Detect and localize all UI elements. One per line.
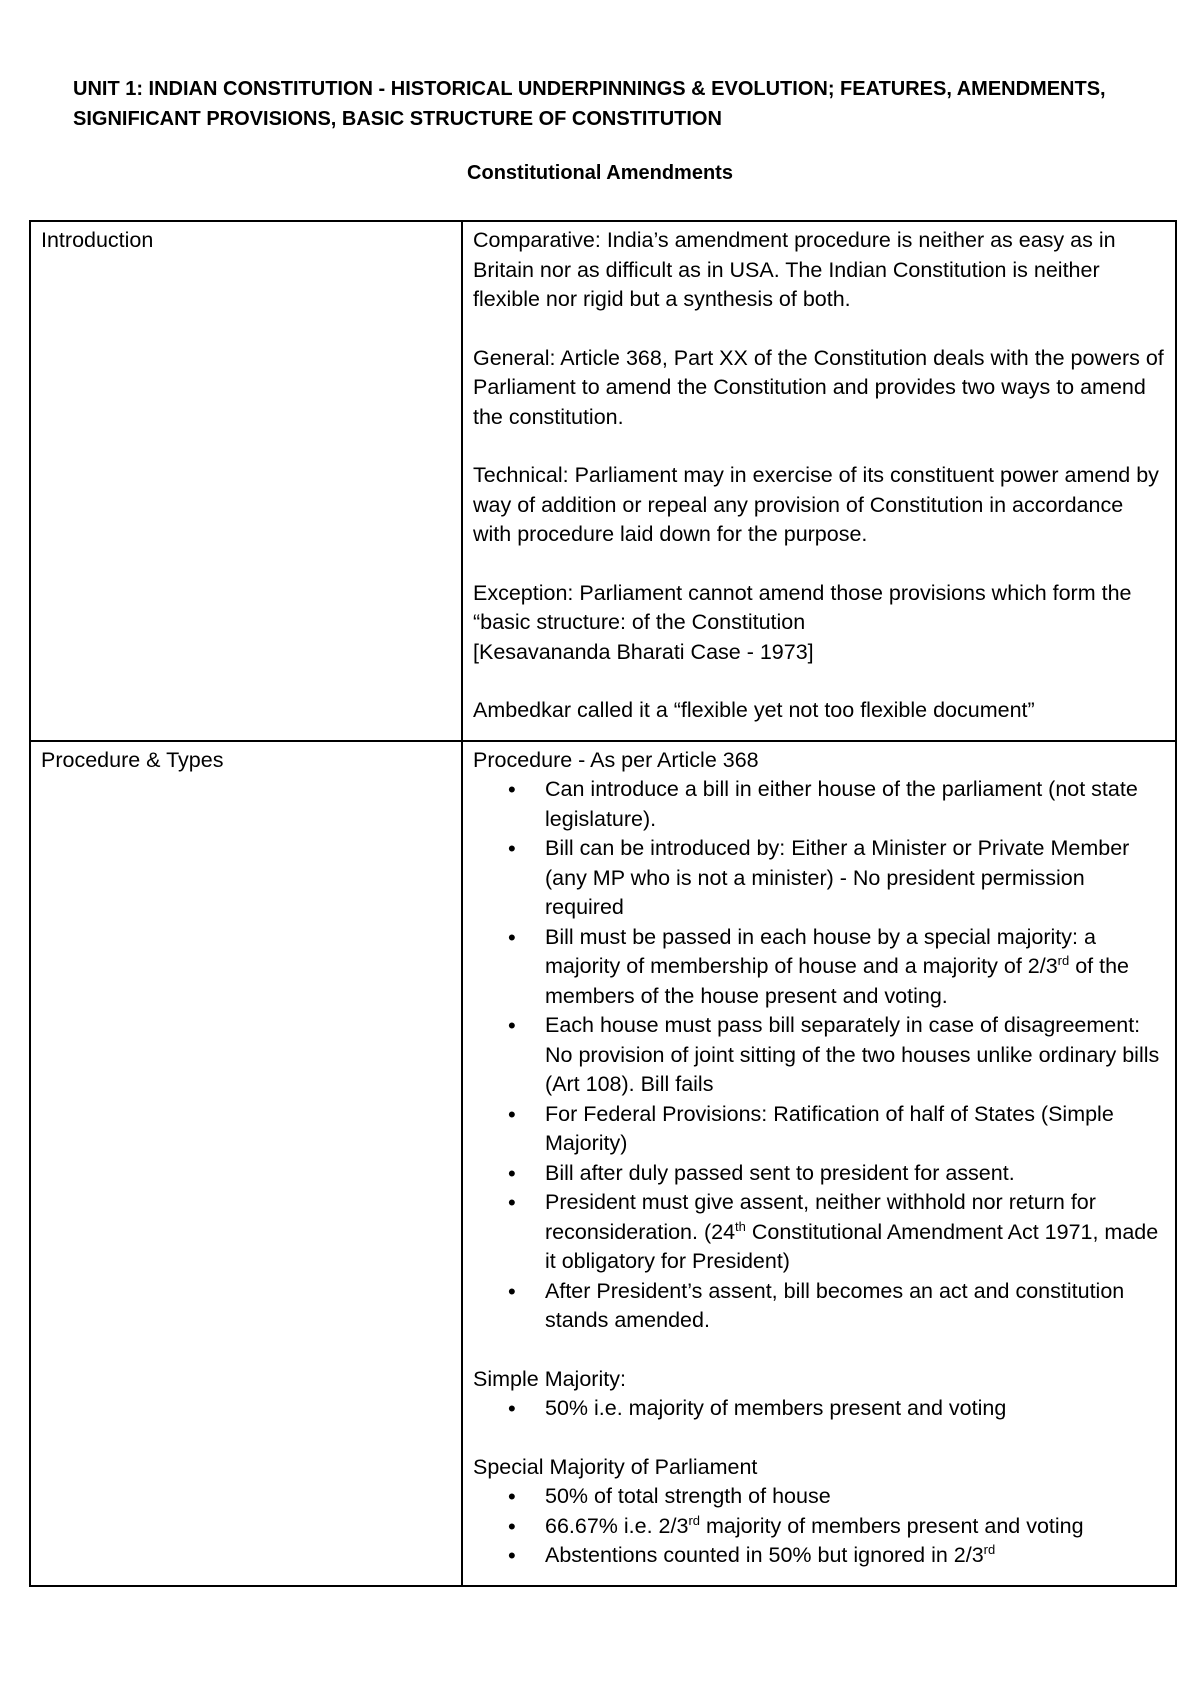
- ambedkar-quote: Ambedkar called it a “flexible yet not too flexible document”: [473, 698, 1035, 722]
- procedure-heading: Procedure - As per Article 368: [473, 747, 759, 772]
- list-item: • 50% i.e. majority of members present and voting: [545, 1394, 1165, 1424]
- unit-title: UNIT 1: INDIAN CONSTITUTION - HISTORICAL UNDERPINNINGS & EVOLUTION; FEATURES, AMENDMENTS, SIGNIFICANT PROVISIONS, BASIC STRUCTURE OF CONSTITUTION: [73, 78, 1106, 130]
- list-item-text: Constitutional Amendment Act 1971, made it obligatory for President): [545, 1219, 1159, 1273]
- list-item: • 50% of total strength of house: [545, 1482, 1165, 1512]
- list-item-text: majority of members present and voting: [700, 1513, 1084, 1538]
- list-item-text: of the members of the house present and voting.: [545, 954, 1129, 1008]
- list-item: • Can introduce a bill in either house of the parliament (not state legislature).: [545, 775, 1165, 834]
- list-item-text: 66.67% i.e. 2/3: [545, 1513, 689, 1538]
- row-label-procedure: Procedure & Types: [30, 741, 462, 1586]
- exception-paragraph: [473, 579, 1165, 668]
- list-item: • For Federal Provisions: Ratification of half of States (Simple Majority): [545, 1100, 1165, 1159]
- row-content-introduction: [462, 221, 1176, 741]
- list-item: • After President’s assent, bill becomes an act and constitution stands amended.: [545, 1277, 1165, 1336]
- superscript: rd: [983, 1541, 996, 1557]
- special-majority-heading: Special Majority of Parliament: [473, 1454, 758, 1479]
- list-item-text: Abstentions counted in 50% but ignored in 2/3: [545, 1543, 984, 1567]
- list-item: • Bill after duly passed sent to president for assent.: [545, 1159, 1165, 1189]
- row-label-introduction: Introduction: [30, 221, 462, 741]
- table-row-procedure: [30, 741, 1176, 1586]
- list-item-text: Bill must be passed in each house by a special majority: a majority of membership of house and a majority of 2/3: [545, 924, 1096, 978]
- general-paragraph: General: Article 368, Part XX of the Constitution deals with the powers of Parliament to amend the Constitution and provides two ways to amend the constitution.: [473, 345, 1164, 429]
- simple-majority-heading: Simple Majority:: [473, 1366, 626, 1391]
- list-item: • Each house must pass bill separately in case of disagreement: No provision of joint sitting of the two houses unlike ordinary bills (Art 108). Bill fails: [545, 1011, 1165, 1100]
- table-row-introduction: [30, 221, 1176, 741]
- special-majority-list: [473, 1482, 1165, 1571]
- document-heading: Constitutional Amendments: [467, 162, 733, 184]
- technical-paragraph: Technical: Parliament may in exercise of its constituent power amend by way of addition or repeal any provision of Constitution in accordance with procedure laid down for the purpose.: [473, 463, 1159, 546]
- amendments-table: [29, 220, 1177, 1587]
- list-item: [545, 1188, 1165, 1277]
- comparative-paragraph: Comparative: India’s amendment procedure is neither as easy as in Britain nor as difficult as in USA. The Indian Constitution is neither flexible nor rigid but a synthesis of both.: [473, 228, 1116, 311]
- superscript: rd: [1057, 952, 1070, 968]
- superscript: rd: [688, 1512, 700, 1528]
- row-content-procedure: [462, 741, 1176, 1586]
- exception-text: Exception: Parliament cannot amend those provisions which form the “basic structure: of the Constitution: [473, 580, 1132, 634]
- list-item: • Bill can be introduced by: Either a Minister or Private Member (any MP who is not a minister) - No president permission required: [545, 834, 1165, 923]
- exception-case-citation: [Kesavananda Bharati Case - 1973]: [473, 639, 814, 664]
- superscript: th: [735, 1218, 746, 1234]
- list-item: [545, 923, 1165, 1012]
- list-item: [545, 1512, 1165, 1542]
- simple-majority-list: [473, 1394, 1165, 1424]
- procedure-list: [473, 775, 1165, 1336]
- list-item: [545, 1541, 1165, 1571]
- list-item-text: President must give assent, neither withhold nor return for reconsideration. (24: [545, 1190, 1096, 1244]
